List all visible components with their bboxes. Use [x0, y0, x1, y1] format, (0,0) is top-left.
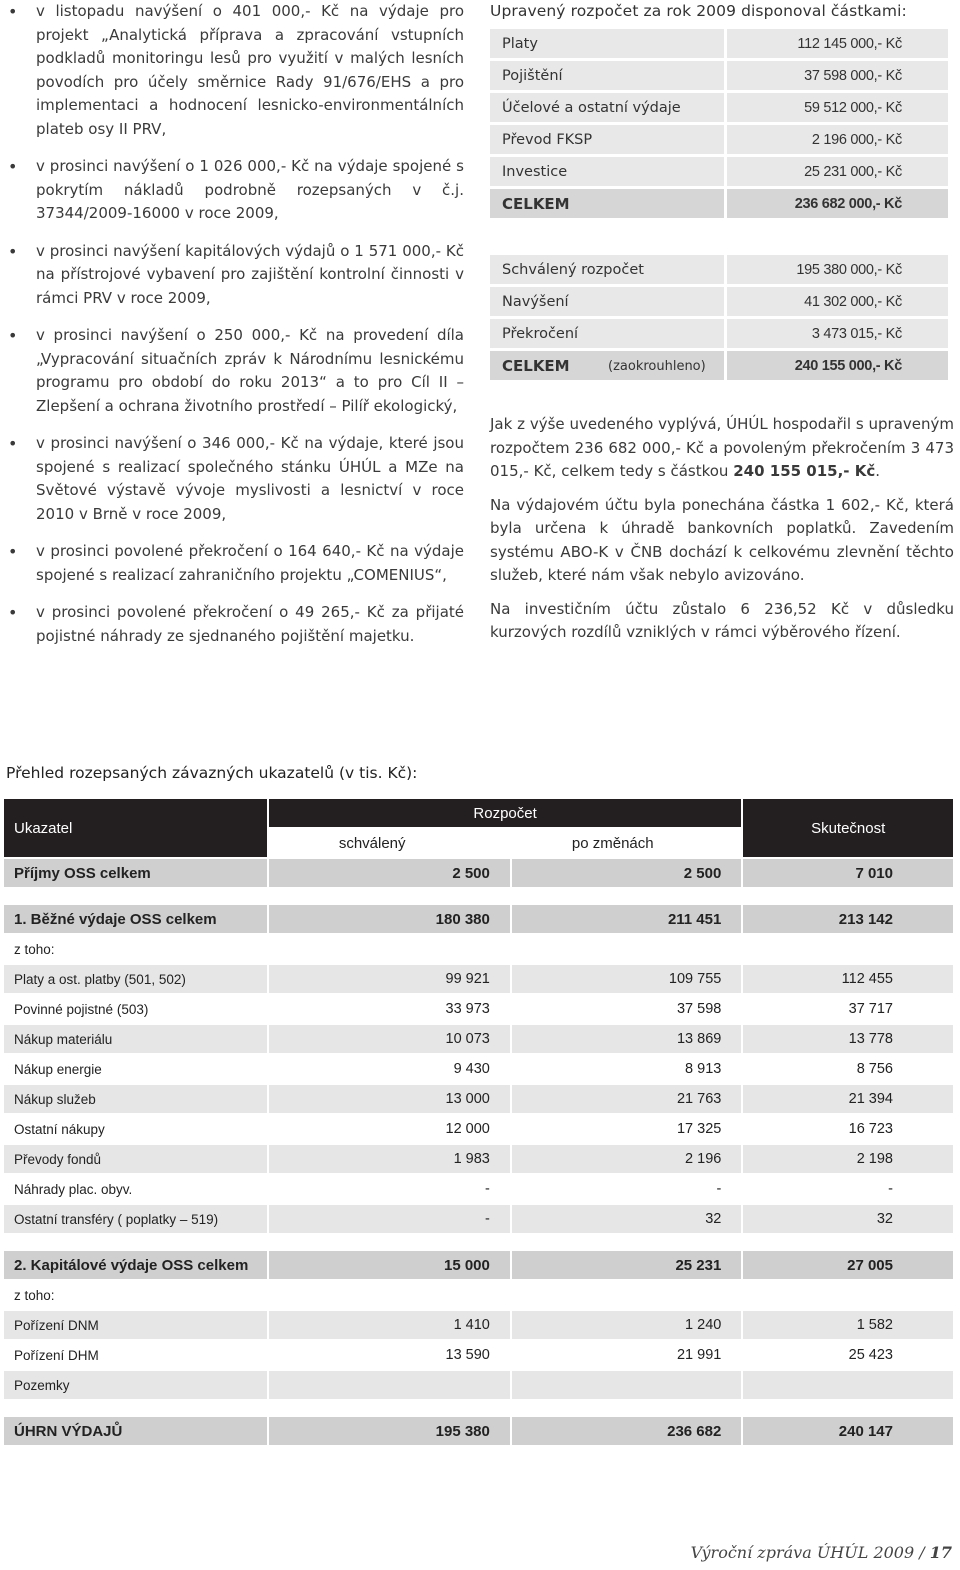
- budget-rounded-note: (zaokrouhleno): [608, 359, 706, 374]
- paragraph: Na investičním účtu zůstalo 6 236,52 Kč v důsledku kurzových rozdílů vzniklých v rámci výběrového řízení.: [490, 599, 954, 641]
- overview-table: [2, 797, 955, 1447]
- budget-label: Pojištění: [490, 61, 724, 90]
- budget-label: Překročení: [490, 319, 724, 348]
- budget-value: 25 231 000,- Kč: [727, 157, 948, 186]
- table-row: Náhrady plac. obyv. - - -: [4, 1175, 953, 1203]
- header-po-zmenach: po změnách: [512, 829, 741, 857]
- table-row: Pozemky: [4, 1371, 953, 1399]
- budget-label: Schválený rozpočet: [490, 255, 724, 284]
- table-row: Ostatní transféry ( poplatky – 519) - 32 32: [4, 1205, 953, 1233]
- bullet-list: [8, 0, 464, 662]
- budget-row: [490, 287, 948, 316]
- budget-total-row: [490, 189, 948, 218]
- table-row: Ostatní nákupy 12 000 17 325 16 723: [4, 1115, 953, 1143]
- table-row: Platy a ost. platby (501, 502) 99 921 109 755 112 455: [4, 965, 953, 993]
- table-row: Pořízení DHM 13 590 21 991 25 423: [4, 1341, 953, 1369]
- budget-total-value: 240 155 000,- Kč: [727, 351, 948, 380]
- table-row: Nákup služeb 13 000 21 763 21 394: [4, 1085, 953, 1113]
- paragraph: Na výdajovém účtu byla ponechána částka 1 602,- Kč, která byla určena k úhradě bankovních poplatků. Zavedením systému ABO-K v ČNB dochází k celkovému zlevnění těchto služeb, které nám však nebylo avizováno.: [490, 495, 954, 584]
- budget-value: 3 473 015,- Kč: [727, 319, 948, 348]
- header-schvaleny: schválený: [269, 829, 510, 857]
- header-ukazatel: Ukazatel: [4, 799, 267, 857]
- bullet-item: • v prosinci navýšení o 250 000,- Kč na provedení díla „Vypracování situačních zpráv k Národnímu lesnickému programu pro období do roku 2013“ a to pro Cíl II – Zlepšení a ochrana životního prostředí – Pilíř ekologický,: [8, 326, 464, 415]
- table-total-row: ÚHRN VÝDAJŮ 195 380 236 682 240 147: [4, 1417, 953, 1445]
- budget-table: [487, 26, 951, 383]
- budget-row: [490, 29, 948, 58]
- table-row: z toho:: [4, 1281, 953, 1309]
- header-rozpocet: Rozpočet: [269, 799, 742, 827]
- bullet-item: • v listopadu navýšení o 401 000,- Kč na výdaje pro projekt „Analytická příprava a zpracování vstupních podkladů monitoringu lesů pro využití v malých lesních povodích pro účely směrnice Rady 91/676/EHS a pro implementaci a hodnocení lesnicko-environmentálních plateb osy II PRV,: [8, 2, 464, 138]
- budget-label: Převod FKSP: [490, 125, 724, 154]
- budget-total-value: 236 682 000,- Kč: [727, 189, 948, 218]
- table-row: z toho:: [4, 935, 953, 963]
- budget-row: [490, 255, 948, 284]
- table-row: 1. Běžné výdaje OSS celkem 180 380 211 451 213 142: [4, 905, 953, 933]
- budget-row: [490, 157, 948, 186]
- bullet-icon: •: [8, 2, 18, 21]
- table-row: Příjmy OSS celkem 2 500 2 500 7 010: [4, 859, 953, 887]
- budget-label: Platy: [490, 29, 724, 58]
- bullet-icon: •: [8, 603, 18, 622]
- budget-total-label: CELKEM (zaokrouhleno): [490, 351, 724, 380]
- page-number: 17: [929, 1543, 952, 1562]
- bullet-icon: •: [8, 241, 18, 261]
- budget-value: 2 196 000,- Kč: [727, 125, 948, 154]
- budget-row: [490, 93, 948, 122]
- budget-notes: [490, 413, 954, 645]
- budget-row: [490, 61, 948, 90]
- budget-row: [490, 125, 948, 154]
- table-row: Nákup energie 9 430 8 913 8 756: [4, 1055, 953, 1083]
- budget-value: 59 512 000,- Kč: [727, 93, 948, 122]
- overview-title: Přehled rozepsaných závazných ukazatelů (v tis. Kč):: [6, 764, 418, 782]
- bullet-item: • v prosinci navýšení o 1 026 000,- Kč na výdaje spojené s pokrytím nákladů podrobně rozepsaných v č.j. 37344/2009-16000 v roce 2009,: [8, 157, 464, 222]
- header-skutecnost: Skutečnost: [743, 799, 953, 857]
- table-row: Pořízení DNM 1 410 1 240 1 582: [4, 1311, 953, 1339]
- table-row: Povinné pojistné (503) 33 973 37 598 37 717: [4, 995, 953, 1023]
- page-footer: Výroční zpráva ÚHÚL 2009 / 17: [690, 1543, 952, 1562]
- bullet-item: • v prosinci navýšení o 346 000,- Kč na výdaje, které jsou spojené s realizací společného stánku ÚHÚL a MZe na Světové výstavě vývoje myslivosti a lesnictví v roce 2010 v Brně v roce 2009,: [8, 434, 464, 523]
- budget-value: 195 380 000,- Kč: [727, 255, 948, 284]
- budget-value: 41 302 000,- Kč: [727, 287, 948, 316]
- table-row: Nákup materiálu 10 073 13 869 13 778: [4, 1025, 953, 1053]
- budget-label: Navýšení: [490, 287, 724, 316]
- budget-label: Investice: [490, 157, 724, 186]
- budget-total-row: [490, 351, 948, 380]
- budget-title: Upravený rozpočet za rok 2009 disponoval částkami:: [490, 2, 907, 20]
- table-header-row: [4, 799, 953, 827]
- budget-section: [490, 0, 954, 655]
- budget-value: 37 598 000,- Kč: [727, 61, 948, 90]
- bullet-item: • v prosinci povolené překročení o 49 265,- Kč za přijaté pojistné náhrady ze sjednaného pojištění majetku.: [8, 603, 464, 645]
- budget-row: [490, 319, 948, 348]
- bullet-item: • v prosinci navýšení kapitálových výdajů o 1 571 000,- Kč na přístrojové vybavení pro zajištění kontrolní činnosti v rámci PRV v roce 2009,: [8, 241, 464, 307]
- bullet-icon: •: [8, 542, 18, 561]
- budget-label: Účelové a ostatní výdaje: [490, 93, 724, 122]
- bullet-item: • v prosinci povolené překročení o 164 640,- Kč na výdaje spojené s realizací zahraničního projektu „COMENIUS“,: [8, 542, 464, 584]
- budget-total-label: CELKEM: [490, 189, 724, 218]
- budget-value: 112 145 000,- Kč: [727, 29, 948, 58]
- bullet-icon: •: [8, 434, 18, 453]
- table-row: 2. Kapitálové výdaje OSS celkem 15 000 25 231 27 005: [4, 1251, 953, 1279]
- bullet-icon: •: [8, 326, 18, 345]
- table-row: Převody fondů 1 983 2 196 2 198: [4, 1145, 953, 1173]
- bullet-icon: •: [8, 157, 18, 176]
- paragraph: Jak z výše uvedeného vyplývá, ÚHÚL hospodařil s upraveným rozpočtem 236 682 000,- Kč a povoleným překročením 3 473 015,- Kč, celkem tedy s částkou 240 155 015,- Kč.: [490, 415, 954, 480]
